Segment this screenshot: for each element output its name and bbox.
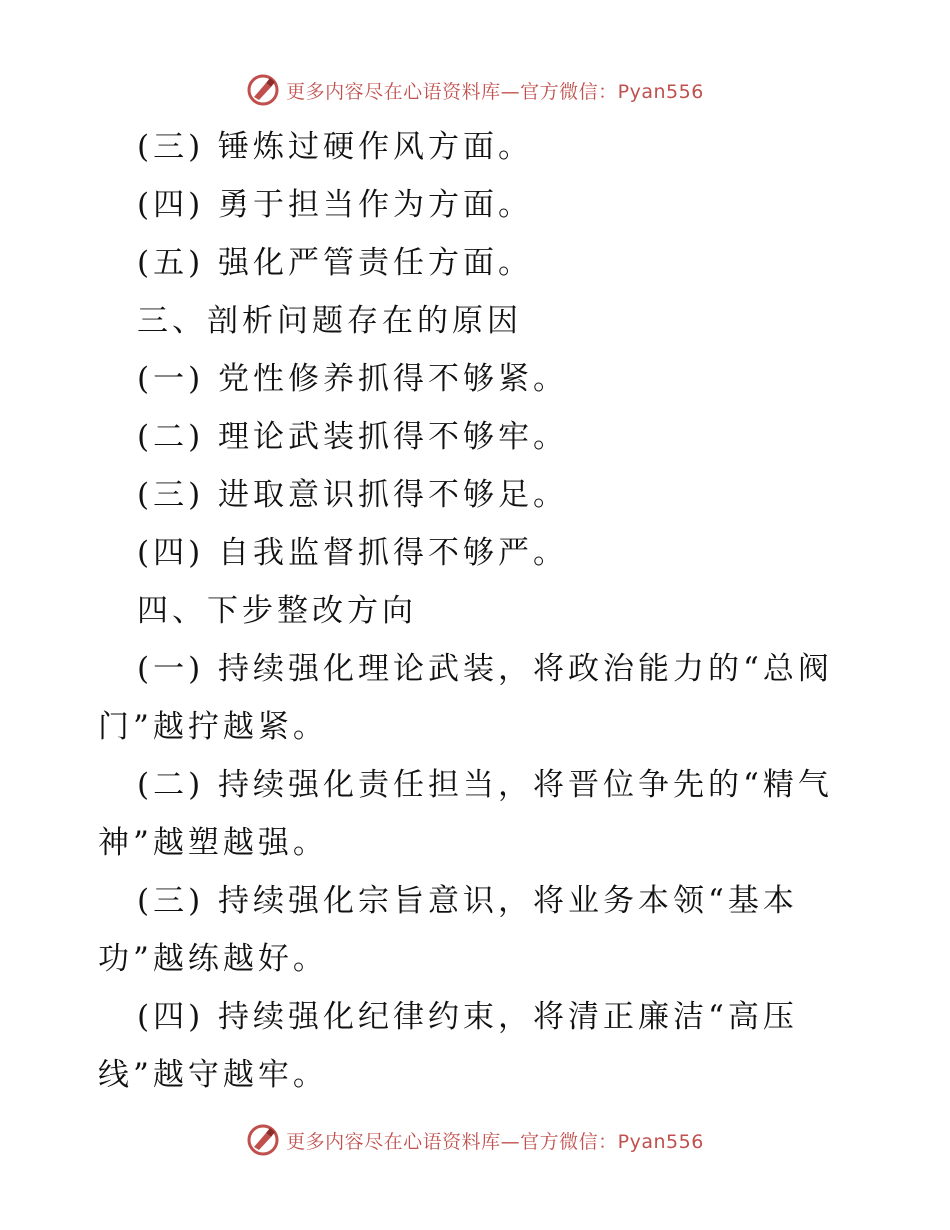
header-watermark-text: 更多内容尽在心语资料库—官方微信：Pyan556 (286, 80, 704, 103)
item-line-continued: 线”越守越牢。 (98, 1057, 328, 1093)
item-line: (二) 持续强化责任担当，将晋位争先的“精气 (137, 767, 833, 803)
pen-nib-logo-icon (246, 1123, 280, 1157)
item-line: (四) 自我监督抓得不够严。 (137, 535, 569, 571)
document-body (0, 118, 950, 1104)
item-line-continued: 门”越拧越紧。 (98, 709, 328, 745)
item-line: (三) 持续强化宗旨意识，将业务本领“基本 (137, 883, 798, 919)
footer-watermark-text: 更多内容尽在心语资料库—官方微信：Pyan556 (286, 1130, 704, 1153)
item-line-continued: 功”越练越好。 (98, 941, 328, 977)
section-heading: 三、剖析问题存在的原因 (137, 303, 522, 339)
pen-nib-logo-icon (246, 73, 280, 107)
item-line-continued: 神”越塑越强。 (98, 825, 328, 861)
item-line: (四) 持续强化纪律约束，将清正廉洁“高压 (137, 999, 798, 1035)
item-line: (一) 党性修养抓得不够紧。 (137, 361, 569, 397)
item-line: (三) 锤炼过硬作风方面。 (137, 129, 534, 165)
item-line: (二) 理论武装抓得不够牢。 (137, 419, 569, 455)
item-line: (四) 勇于担当作为方面。 (137, 187, 534, 223)
section-heading: 四、下步整改方向 (137, 593, 417, 629)
footer-watermark-banner (0, 1120, 950, 1160)
header-watermark-banner (0, 70, 950, 110)
item-line: (五) 强化严管责任方面。 (137, 245, 534, 281)
item-line: (三) 进取意识抓得不够足。 (137, 477, 569, 513)
item-line: (一) 持续强化理论武装，将政治能力的“总阀 (137, 651, 833, 687)
